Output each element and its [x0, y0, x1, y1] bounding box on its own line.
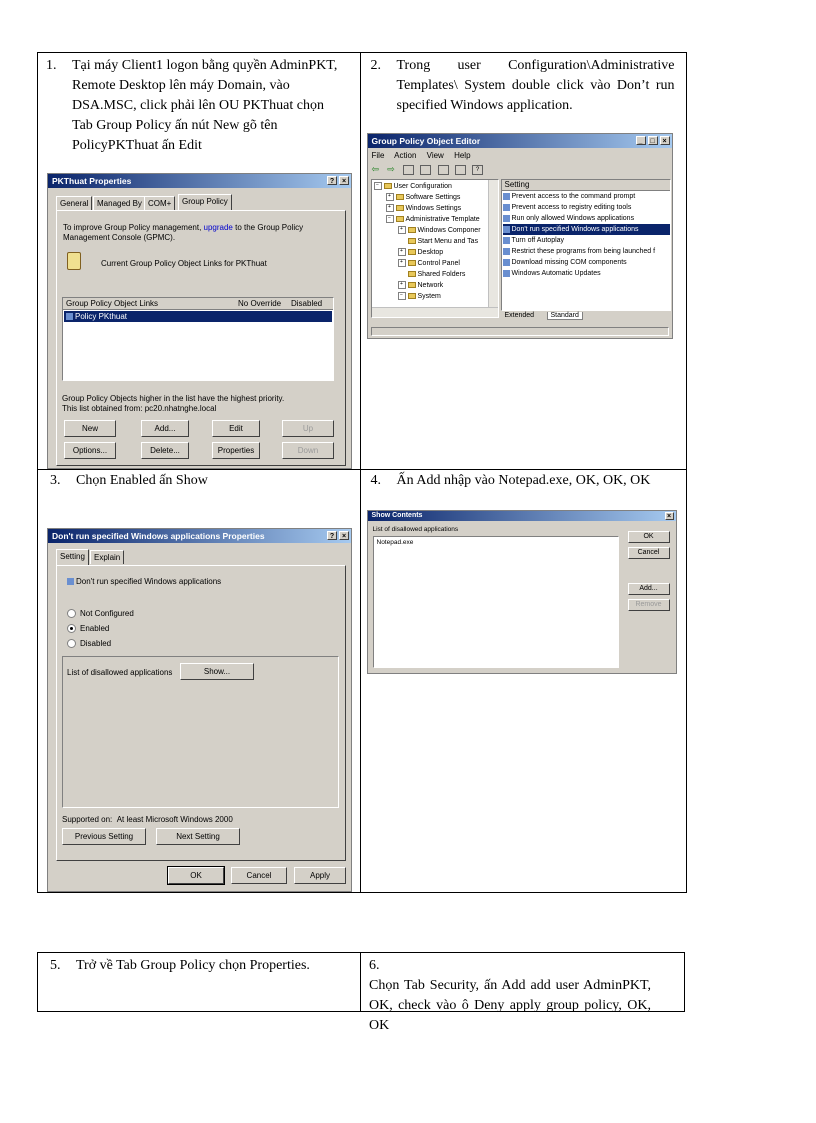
menu-view[interactable]: View [426, 151, 444, 160]
expand-icon[interactable]: + [386, 193, 394, 201]
maximize-button[interactable]: □ [648, 136, 658, 145]
tab-standard[interactable]: Standard [547, 312, 583, 320]
show-contents-window [367, 510, 677, 674]
setting-label: Restrict these programs from being launched f [511, 248, 656, 255]
step-text: Trong user Configuration\Administrative Templates\ System double click vào Don’t run specified Windows application. [396, 58, 675, 113]
policy-icon [503, 259, 510, 266]
radio-label: Enabled [80, 624, 110, 633]
up-folder-icon[interactable] [403, 165, 414, 175]
step-cell-1 [38, 53, 361, 470]
policy-icon [503, 237, 510, 244]
help-button[interactable]: ? [327, 176, 337, 185]
policy-icon [503, 248, 510, 255]
window-title: PKThuat Properties [52, 176, 132, 186]
tree-item[interactable] [374, 181, 481, 192]
tree-hscrollbar[interactable] [372, 307, 498, 317]
col-links[interactable]: Group Policy Object Links [66, 299, 159, 308]
radio-disabled[interactable] [67, 639, 111, 648]
list-item[interactable] [503, 246, 670, 257]
folder-icon [408, 238, 416, 244]
tree-item-label: Control Panel [417, 260, 460, 267]
policy-heading [67, 577, 221, 586]
folder-icon [396, 205, 404, 211]
tree-item[interactable] [374, 236, 481, 247]
view-tabs [501, 312, 671, 322]
tree-item[interactable] [374, 192, 481, 203]
tab-strip [56, 550, 156, 565]
steps-table-bottom [37, 952, 685, 1033]
tree-pane [371, 179, 499, 318]
properties-button[interactable]: Properties [212, 442, 260, 459]
list-item[interactable] [503, 224, 670, 235]
minimize-button[interactable]: _ [636, 136, 646, 145]
menu-action[interactable]: Action [394, 151, 417, 160]
status-bar [371, 327, 669, 336]
folder-icon [408, 227, 416, 233]
collapse-icon[interactable]: − [398, 292, 406, 300]
upgrade-link[interactable]: upgrade [203, 223, 233, 232]
radio-icon [67, 609, 76, 618]
tree-item-label: Start Menu and Tas [417, 238, 479, 245]
tree-item-label: System [417, 293, 441, 300]
step-number: 2. [370, 58, 381, 73]
window-title: Don't run specified Windows applications Properties [52, 531, 265, 541]
step-number: 4. [370, 473, 381, 488]
setting-label: Prevent access to the command prompt [511, 193, 636, 200]
window-title: Group Policy Object Editor [371, 136, 481, 146]
list-item[interactable]: Notepad.exe [376, 539, 414, 546]
step-text: Chọn Enabled ấn Show [76, 473, 208, 488]
table-row[interactable] [64, 311, 332, 322]
list-item[interactable] [503, 213, 670, 224]
step-1 [46, 56, 352, 156]
tab-managed-by[interactable]: Managed By [93, 196, 146, 210]
ok-button[interactable]: OK [168, 867, 224, 884]
policy-icon [503, 226, 510, 233]
apps-list [373, 536, 619, 668]
setting-label: Run only allowed Windows applications [511, 215, 635, 222]
policy-icon [503, 193, 510, 200]
close-button[interactable]: × [660, 136, 670, 145]
collapse-icon[interactable]: − [386, 215, 394, 223]
gpo-name: Policy PKthuat [75, 312, 128, 321]
tree-item[interactable] [374, 280, 481, 291]
window-titlebar [48, 174, 351, 188]
back-icon[interactable]: ⇦ [371, 164, 380, 174]
col-disabled[interactable]: Disabled [291, 299, 323, 308]
delete-button[interactable]: Delete... [141, 442, 189, 459]
list-item[interactable] [503, 202, 670, 213]
step-cell-4 [360, 470, 687, 893]
policy-icon [503, 204, 510, 211]
apply-button[interactable]: Apply [294, 867, 346, 884]
edit-button[interactable]: Edit [212, 420, 260, 437]
expand-icon[interactable]: + [398, 248, 406, 256]
gpo-icon [66, 313, 73, 320]
close-button[interactable]: × [665, 512, 674, 520]
step-number: 5. [50, 958, 61, 973]
ok-button[interactable]: OK [628, 531, 670, 543]
previous-setting-button[interactable]: Previous Setting [62, 828, 146, 845]
settings-header [502, 180, 670, 191]
policy-properties-window [47, 528, 352, 892]
folder-icon [384, 183, 392, 189]
cancel-button[interactable]: Cancel [231, 867, 287, 884]
toolbar [372, 164, 672, 176]
list-item[interactable] [503, 235, 670, 246]
menu-help[interactable]: Help [454, 151, 471, 160]
add-button[interactable]: Add... [141, 420, 189, 437]
tree-item-label: Network [417, 282, 444, 289]
tree-item-label: User Configuration [393, 183, 452, 190]
tab-strip [56, 196, 346, 210]
folder-icon [408, 293, 416, 299]
tab-group-policy[interactable]: Group Policy [178, 194, 232, 210]
policy-icon [503, 215, 510, 222]
step-text: Tại máy Client1 logon bằng quyền AdminPKT, Remote Desktop lên máy Domain, vào DSA.MSC, click phải lên OU PKThuat chọn Tab Group Policy ấn nút New gõ tên PolicyPKThuat ấn Edit [72, 58, 338, 153]
help-button[interactable]: ? [327, 531, 337, 540]
folder-icon [408, 282, 416, 288]
tree-item[interactable] [374, 291, 481, 302]
window-title: Show Contents [371, 512, 423, 519]
tree-item-label: Windows Settings [405, 205, 462, 212]
step-cell-2 [360, 53, 687, 470]
options-button[interactable]: Options... [64, 442, 116, 459]
setting-label: Prevent access to registry editing tools [511, 204, 632, 211]
tab-general[interactable]: General [56, 196, 92, 210]
options-group [62, 656, 339, 808]
list-item[interactable] [503, 268, 670, 279]
folder-icon [408, 271, 416, 277]
col-setting[interactable]: Setting [504, 180, 530, 189]
step-5 [50, 956, 355, 976]
step-number: 1. [46, 58, 57, 73]
radio-not-configured[interactable] [67, 609, 134, 618]
step-4 [371, 471, 677, 491]
menu-file[interactable]: File [371, 151, 385, 160]
step-6 [369, 956, 675, 1036]
tab-com[interactable]: COM+ [144, 196, 175, 210]
folder-icon [408, 260, 416, 266]
tree-scrollbar[interactable] [488, 180, 498, 307]
step-2 [371, 56, 677, 116]
down-button[interactable]: Down [282, 442, 334, 459]
tree-item-label: Desktop [417, 249, 444, 256]
list-item[interactable] [503, 191, 670, 202]
intro-text: To improve Group Policy management, [63, 223, 204, 232]
tab-extended[interactable]: Extended [504, 312, 535, 319]
tree-item[interactable] [374, 225, 481, 236]
step-cell-3 [38, 470, 361, 893]
obtained-from: This list obtained from: pc20.nhatnghe.local [62, 404, 217, 413]
current-links-label: Current Group Policy Object Links for PKThuat [101, 259, 267, 268]
priority-note: Group Policy Objects higher in the list have the highest priority. [62, 394, 285, 403]
add-button[interactable]: Add... [628, 583, 670, 595]
settings-pane [501, 179, 671, 311]
setting-label: Turn off Autoplay [511, 237, 565, 244]
forward-icon[interactable]: ⇨ [387, 164, 395, 174]
show-hide-tree-icon[interactable] [420, 165, 431, 175]
policy-icon [503, 270, 510, 277]
close-button[interactable]: × [339, 531, 349, 540]
tree-item-label: Shared Folders [417, 271, 466, 278]
tab-setting[interactable]: Setting [56, 549, 89, 565]
tree-item[interactable] [374, 247, 481, 258]
intro-text-2: to the Group Policy Management Console (GPMC). [63, 223, 304, 242]
step-text: Chọn Tab Security, ấn Add add user AdminPKT, OK, check vào ô Deny apply group policy, OK, OK [369, 978, 651, 1033]
settings-list [503, 191, 670, 279]
window-titlebar [368, 511, 676, 521]
step-cell-6 [361, 953, 685, 1033]
gpo-links-list [62, 297, 334, 381]
expand-icon[interactable]: + [386, 204, 394, 212]
setting-label: Download missing COM components [511, 259, 627, 266]
expand-icon[interactable]: + [398, 226, 406, 234]
tree-item[interactable] [374, 258, 481, 269]
tab-panel [56, 210, 346, 466]
step-text: Trở về Tab Group Policy chọn Properties. [76, 958, 310, 973]
export-icon[interactable] [455, 165, 466, 175]
folder-icon [396, 216, 404, 222]
supported-value: At least Microsoft Windows 2000 [116, 815, 233, 824]
step-cell-5 [38, 953, 361, 1012]
setting-label: Don't run specified Windows applications [511, 226, 639, 233]
tab-explain[interactable]: Explain [90, 550, 124, 564]
step-3 [50, 471, 350, 491]
supported-label: Supported on: [62, 815, 113, 824]
tree-item[interactable] [374, 203, 481, 214]
tab-panel [56, 565, 346, 861]
tree-item-label: Windows Componer [417, 227, 481, 234]
radio-icon [67, 624, 76, 633]
tree [374, 181, 481, 302]
show-button[interactable]: Show... [180, 663, 254, 680]
policy-icon [67, 578, 74, 585]
step-text: Ấn Add nhập vào Notepad.exe, OK, OK, OK [396, 473, 651, 488]
step-number: 3. [50, 473, 61, 488]
step-number: 6. [369, 958, 380, 973]
gpmc-intro [63, 223, 323, 243]
list-header [63, 298, 333, 310]
folder-icon [408, 249, 416, 255]
radio-label: Not Configured [80, 609, 134, 618]
remove-button[interactable]: Remove [628, 599, 670, 611]
list-item[interactable] [503, 257, 670, 268]
setting-label: Windows Automatic Updates [511, 270, 601, 277]
scroll-icon [67, 252, 81, 270]
list-label: List of disallowed applications [67, 668, 173, 677]
supported-on [62, 815, 233, 824]
radio-icon [67, 639, 76, 648]
cancel-button[interactable]: Cancel [628, 547, 670, 559]
new-button[interactable]: New [64, 420, 116, 437]
folder-icon [396, 194, 404, 200]
expand-icon[interactable]: + [398, 259, 406, 267]
list-label: List of disallowed applications [372, 526, 459, 533]
refresh-icon[interactable] [438, 165, 449, 175]
expand-icon[interactable]: + [398, 281, 406, 289]
policy-name: Don't run specified Windows applications [76, 577, 222, 586]
close-button[interactable]: × [339, 176, 349, 185]
pkthuat-properties-window [47, 173, 352, 469]
tree-item-label: Software Settings [405, 194, 461, 201]
tree-item-label: Administrative Template [405, 216, 480, 223]
up-button[interactable]: Up [282, 420, 334, 437]
tree-item[interactable] [374, 269, 481, 280]
radio-label: Disabled [80, 639, 112, 648]
tree-item[interactable] [374, 214, 481, 225]
window-titlebar [48, 529, 351, 543]
gpo-editor-window [367, 133, 673, 339]
steps-table-top [37, 52, 687, 893]
collapse-icon[interactable]: − [374, 182, 382, 190]
window-titlebar [368, 134, 672, 148]
radio-enabled[interactable] [67, 624, 109, 633]
next-setting-button[interactable]: Next Setting [156, 828, 240, 845]
menu-bar [372, 151, 471, 161]
col-no-override[interactable]: No Override [238, 299, 282, 308]
help-icon[interactable]: ? [472, 165, 483, 175]
